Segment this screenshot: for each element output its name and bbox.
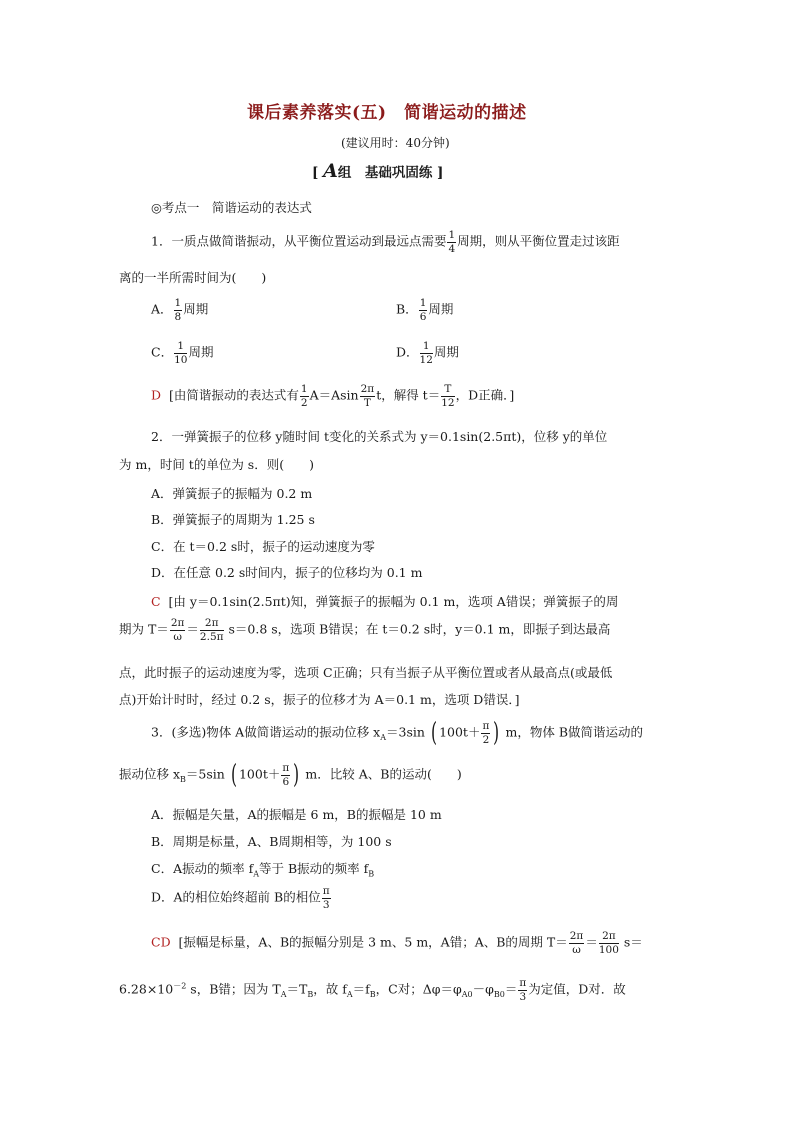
q3-option-a: A．振幅是矢量，A的振幅是 6 m，B的振幅是 10 m bbox=[151, 807, 442, 822]
q2-option-d: D．在任意 0.2 s时间内，振子的位移均为 0.1 m bbox=[151, 565, 423, 580]
q2-stem-line2: 为 m，时间 t的单位为 s．则( ) bbox=[119, 457, 314, 472]
q2-answer-line3: 点，此时振子的运动速度为零，选项 C正确；只有当振子从平衡位置或者从最高点(或最低 bbox=[119, 665, 613, 680]
q3-answer-line1: CD [振幅是标量，A、B的振幅分别是 3 m、5 m，A错；A、B的周期 T＝ $\frac{2\pi}{\omega}$ ＝ $\frac{2\pi}{100}$ s＝ bbox=[151, 930, 643, 956]
q1-answer-letter: D bbox=[151, 387, 162, 403]
page-title: 课后素养落实(五) 简谐运动的描述 bbox=[247, 103, 527, 123]
group-bracket-right: ] bbox=[437, 165, 444, 181]
q3-option-d: D．A的相位始终超前 B的相位 $\frac{\pi}{3}$ bbox=[151, 885, 330, 911]
group-label: 组 基础巩固练 bbox=[337, 165, 433, 181]
group-bracket-left: [ bbox=[312, 165, 319, 181]
q3-answer-line2: $6.28\times 10^{-2}$ s，B错；因为 $T_A=T_B$，故 $f_A=f_B$，C对；$\Delta\varphi=\varphi_{A0}-\varphi_{B0}=$ $\frac{\pi}{3}$ 为定值，D对．故 bbox=[119, 977, 626, 1003]
q2-stem-line1: 2．一弹簧振子的位移 y随时间 t变化的关系式为 y＝0.1sin(2.5πt)，位移 y的单位 bbox=[151, 429, 608, 444]
q2-answer-letter: C bbox=[151, 594, 161, 609]
q3-option-b: B．周期是标量，A、B周期相等，为 100 s bbox=[151, 834, 392, 849]
q2-option-a: A．弹簧振子的振幅为 0.2 m bbox=[151, 486, 313, 501]
group-heading bbox=[312, 160, 443, 182]
group-letter: A bbox=[323, 160, 338, 182]
section-label: ◎考点一 简谐运动的表达式 bbox=[151, 200, 312, 215]
q1-option-c: C． $\frac{1}{10}$ 周期 bbox=[151, 340, 214, 366]
q1-answer: D [由简谐振动的表达式有 $\frac{1}{2}$ A＝Asin $\frac{2\pi}{T}$ t，解得 t＝ $\frac{T}{12}$ ，D正确．] bbox=[151, 383, 515, 409]
q3-answer-letter: CD bbox=[151, 934, 171, 950]
q2-answer-line2: 期为 T＝ $\frac{2\pi}{\omega}$ ＝ $\frac{2\pi}{2.5\pi}$ s＝0.8 s，选项 B错误；在 t＝0.2 s时，y＝0.1 m，即振子到达最高 bbox=[119, 617, 611, 643]
q3-option-c: C．A振动的频率 $f_A$等于 B振动的频率 $f_B$ bbox=[151, 861, 375, 879]
q3-stem-line2: 振动位移 $x_B=5\sin$ ( 100t＋ $\frac{\pi}{6}$ ) m．比较 A、B的运动( ) bbox=[119, 760, 462, 790]
q1-option-d: D． $\frac{1}{12}$ 周期 bbox=[396, 340, 459, 366]
q1-option-b: B． $\frac{1}{6}$ 周期 bbox=[396, 297, 454, 323]
q2-answer-line4: 点)开始计时时，经过 0.2 s，振子的位移才为 A＝0.1 m，选项 D错误．] bbox=[119, 692, 520, 707]
q2-answer-line1: C [由 y＝0.1sin(2.5πt)知，弹簧振子的振幅为 0.1 m，选项 A错误；弹簧振子的周 bbox=[151, 594, 619, 609]
q1-option-a: A． $\frac{1}{8}$ 周期 bbox=[151, 297, 209, 323]
suggested-time: (建议用时：40分钟) bbox=[341, 136, 450, 150]
q1-stem-fraction: $\frac{1}{4}$ bbox=[448, 229, 456, 255]
q2-option-b: B．弹簧振子的周期为 1.25 s bbox=[151, 512, 315, 527]
q1-stem-line2: 离的一半所需时间为( ) bbox=[119, 270, 267, 285]
q1-stem-text: 1．一质点做简谐振动，从平衡位置运动到最远点需要 bbox=[151, 233, 447, 249]
q1-stem-line1 bbox=[151, 230, 620, 254]
q1-stem-text-b: 周期，则从平衡位置走过该距 bbox=[457, 233, 620, 249]
q3-stem-line1: 3．(多选)物体 A做简谐运动的振动位移 $x_A=3\sin$ ( 100t＋ $\frac{\pi}{2}$ ) m，物体 B做简谐运动的 bbox=[151, 718, 644, 748]
q2-option-c: C．在 t＝0.2 s时，振子的运动速度为零 bbox=[151, 539, 375, 554]
